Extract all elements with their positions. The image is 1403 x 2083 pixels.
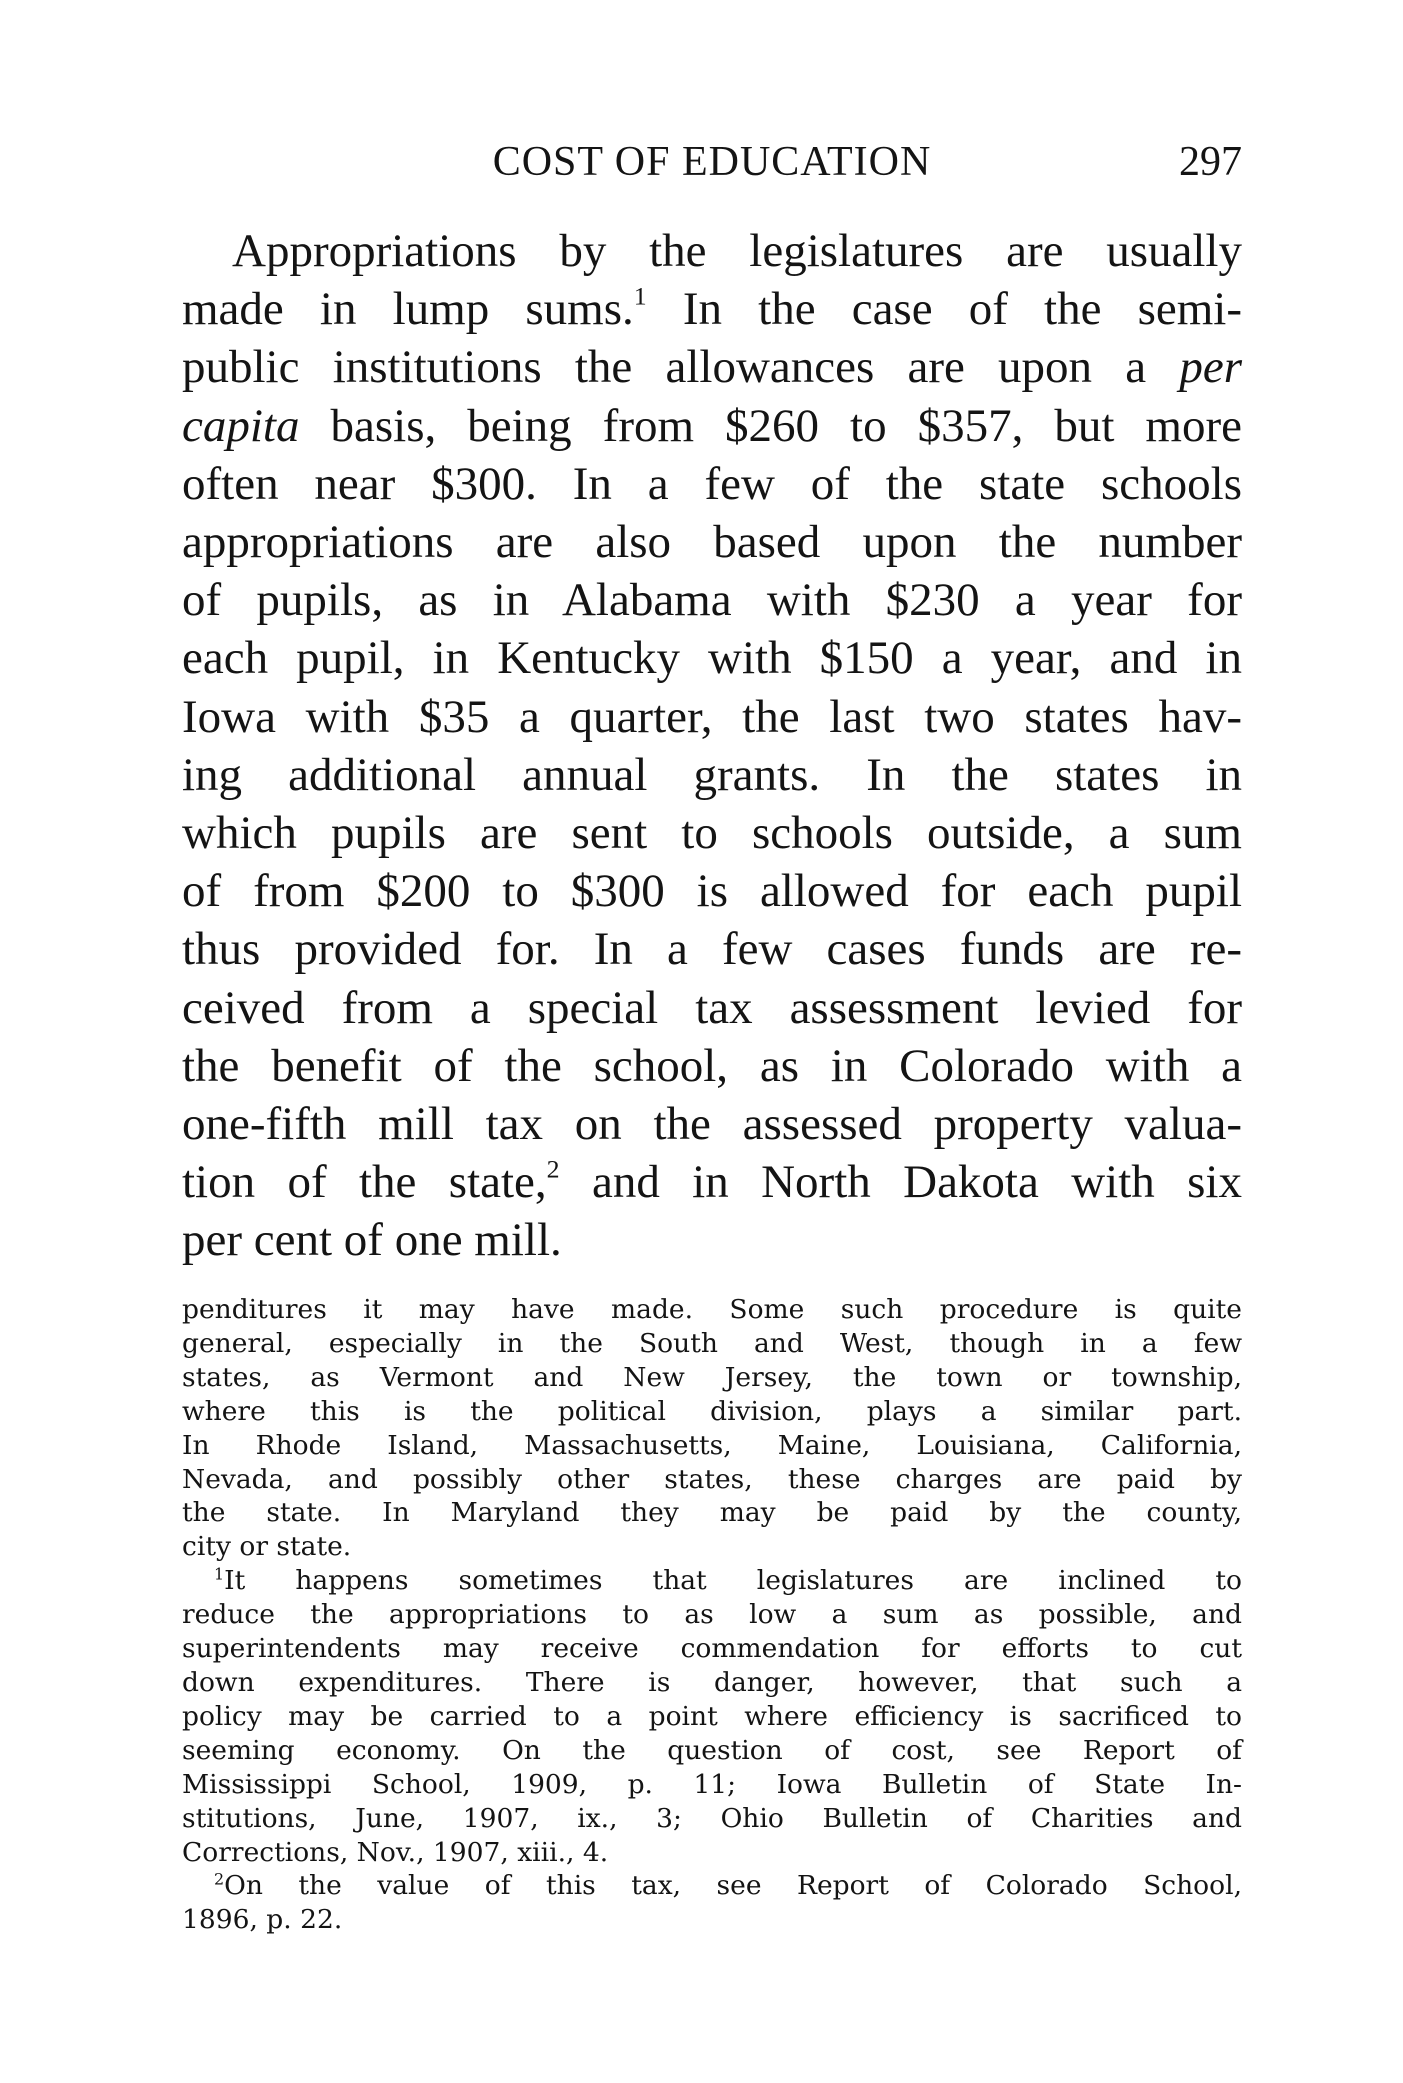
footnote-line: the state. In Maryland they may be paid by the county, (182, 1497, 1242, 1529)
text-line (182, 338, 1242, 396)
text-run: and in North Dakota with six (559, 1156, 1242, 1209)
footnote-line: where this is the political division, plays a similar part. (182, 1395, 1242, 1427)
footnote-text: On the value of this tax, see Report of Colorado School, (224, 1870, 1242, 1902)
footnote-line: reduce the appropriations to as low a sum as possible, and (182, 1599, 1242, 1631)
text-line (182, 222, 1242, 280)
text-line: each pupil, in Kentucky with $150 a year, and in (182, 632, 1242, 685)
text-run: public institutions the allowances are upon a (182, 341, 1180, 394)
footnote-2 (182, 1869, 1242, 1903)
text-line: of pupils, as in Alabama with $230 a year for (182, 574, 1242, 627)
text-line: often near $300. In a few of the state schools (182, 457, 1242, 510)
text-line: the benefit of the school, as in Colorado with a (182, 1039, 1242, 1092)
footnote-line: 1896, p. 22. (182, 1904, 343, 1936)
text-run: In the case of the semi- (646, 283, 1243, 336)
text-line: Iowa with $35 a quarter, the last two states hav- (182, 690, 1242, 743)
text-line (182, 280, 1242, 338)
text-line: per cent of one mill. (182, 1214, 562, 1267)
footnote-line: penditures it may have made. Some such procedure is quite (182, 1294, 1242, 1325)
footnote-ref-1: 1 (633, 281, 647, 311)
footnote-line: stitutions, June, 1907, ix., 3; Ohio Bulletin of Charities and (182, 1802, 1242, 1834)
text-run: Appropriations by the legislatures are usually (232, 225, 1242, 277)
text-line (182, 1153, 1242, 1211)
text-line: one-fifth mill tax on the assessed property valua- (182, 1098, 1242, 1151)
text-line: ing additional annual grants. In the states in (182, 748, 1242, 801)
footnote-line: Corrections, Nov., 1907, xiii., 4. (182, 1836, 609, 1868)
footnote-1 (182, 1564, 1242, 1598)
footnotes (182, 1293, 1242, 1937)
footnote-line: seeming economy. On the question of cost, see Report of (182, 1734, 1242, 1766)
footnote-line: superintendents may receive commendation for efforts to cut (182, 1633, 1242, 1665)
italic-text: per (1179, 341, 1242, 394)
footnote-line: Nevada, and possibly other states, these charges are paid by (182, 1463, 1242, 1495)
text-line: appropriations are also based upon the number (182, 516, 1242, 569)
running-title: COST OF EDUCATION (492, 139, 932, 185)
text-line: thus provided for. In a few cases funds are re- (182, 923, 1242, 976)
footnote-line: down expenditures. There is danger, however, that such a (182, 1666, 1242, 1698)
text-line (182, 397, 1242, 455)
text-line: of from $200 to $300 is allowed for each pupil (182, 865, 1242, 918)
text-run: tion of the state, (182, 1156, 547, 1209)
footnote-line: general, especially in the South and West, though in a few (182, 1327, 1242, 1359)
footnote-line: states, as Vermont and New Jersey, the town or township, (182, 1361, 1242, 1393)
footnote-marker: 2 (214, 1869, 225, 1889)
text-run: basis, being from $260 to $357, but more (299, 399, 1242, 452)
footnote-line: policy may be carried to a point where efficiency is sacrificed to (182, 1700, 1242, 1732)
footnote-marker: 1 (214, 1564, 225, 1584)
text-line: which pupils are sent to schools outside, a sum (182, 807, 1242, 860)
footnote-line: In Rhode Island, Massachusetts, Maine, Louisiana, California, (182, 1429, 1242, 1461)
footnote-line: Mississippi School, 1909, p. 11; Iowa Bulletin of State In- (182, 1768, 1242, 1800)
footnote-text: It happens sometimes that legislatures are inclined to (224, 1565, 1242, 1597)
main-paragraph (182, 222, 1242, 1270)
text-run: made in lump sums. (182, 283, 634, 336)
italic-text: capita (182, 399, 300, 452)
page-number: 297 (1179, 139, 1242, 185)
footnote-line: city or state. (182, 1531, 352, 1563)
text-line: ceived from a special tax assessment levied for (182, 981, 1242, 1034)
footnote-ref-2: 2 (546, 1154, 560, 1184)
page-header (182, 138, 1242, 198)
